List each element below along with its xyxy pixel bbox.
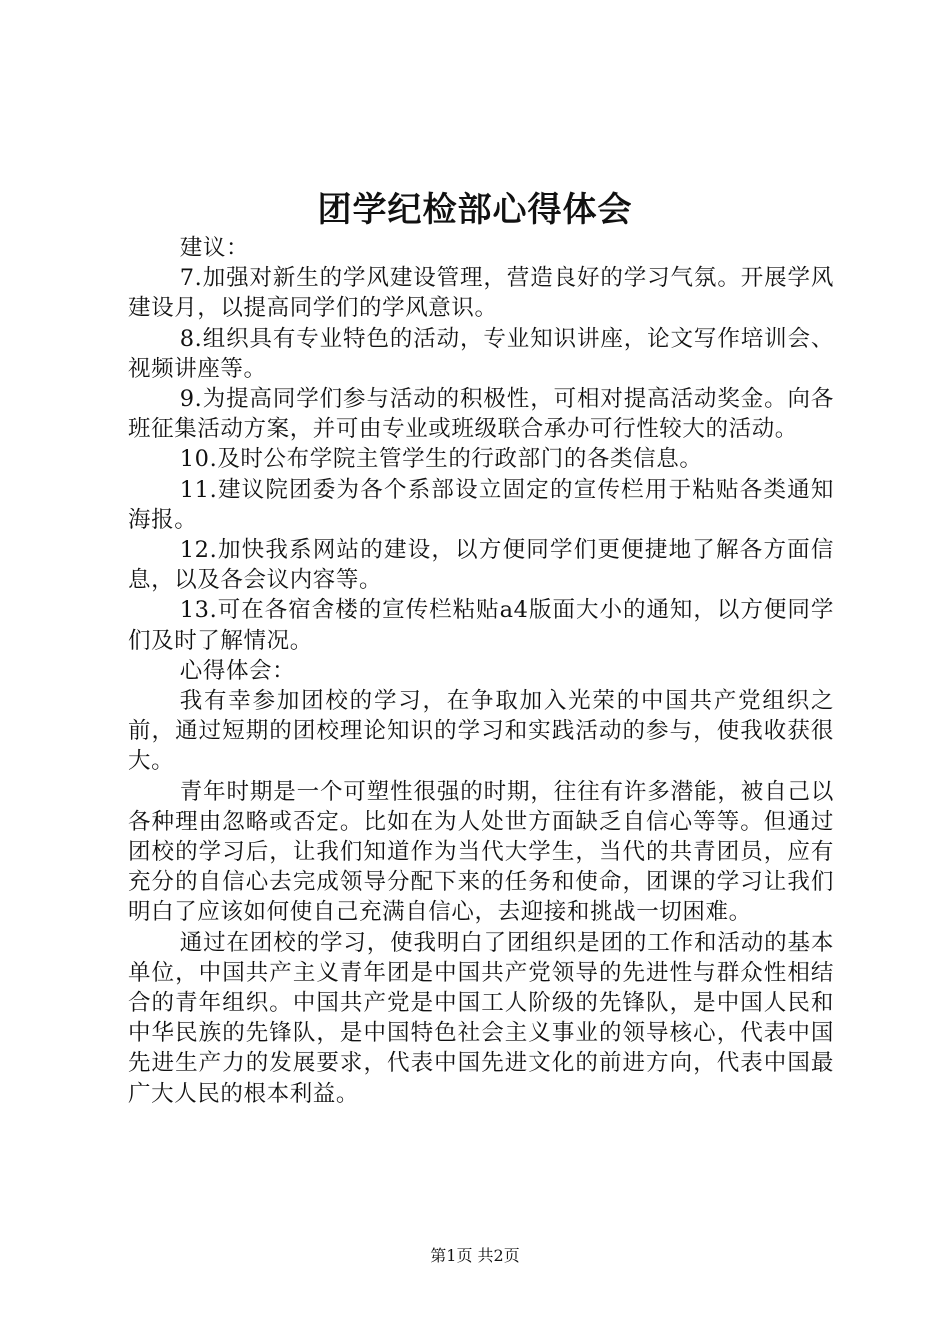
section-heading-reflections: 心得体会： (179, 657, 296, 684)
reflection-paragraph: 我有幸参加团校的学习，在争取加入光荣的中国共产党组织之前，通过短期的团校理论知识的学习和实践活动的参与，使我收获很大。 (128, 688, 834, 775)
suggestion-item-12: 12.加快我系网站的建设，以方便同学们更便捷地了解各方面信息，以及各会议内容等。 (128, 537, 834, 594)
suggestion-item-7: 7.加强对新生的学风建设管理，营造良好的学习气氛。开展学风建设月，以提高同学们的学风意识。 (128, 265, 834, 322)
suggestion-item-10: 10.及时公布学院主管学生的行政部门的各类信息。 (179, 446, 703, 473)
suggestion-item-13: 13.可在各宿舍楼的宣传栏粘贴a4版面大小的通知，以方便同学们及时了解情况。 (128, 597, 834, 654)
suggestion-item-8: 8.组织具有专业特色的活动，专业知识讲座，论文写作培训会、视频讲座等。 (128, 325, 834, 382)
document-body (128, 233, 834, 1109)
suggestion-item-9: 9.为提高同学们参与活动的积极性，可相对提高活动奖金。向各班征集活动方案，并可由专业或班级联合承办可行性较大的活动。 (128, 386, 834, 443)
page-footer: 第1页 共2页 (430, 1246, 520, 1265)
suggestion-item-11: 11.建议院团委为各个系部设立固定的宣传栏用于粘贴各类通知海报。 (128, 476, 834, 533)
reflection-paragraph: 青年时期是一个可塑性很强的时期，往往有许多潜能，被自己以各种理由忽略或否定。比如在为人处世方面缺乏自信心等等。但通过团校的学习后，让我们知道作为当代大学生，当代的共青团员，应有充分的自信心去完成领导分配下来的任务和使命，团课的学习让我们明白了应该如何使自己充满自信心，去迎接和挑战一切困难。 (128, 778, 834, 926)
section-heading-suggestions: 建议： (179, 235, 250, 261)
page-title: 团学纪检部心得体会 (317, 190, 633, 230)
reflection-paragraph: 通过在团校的学习，使我明白了团组织是团的工作和活动的基本单位，中国共产主义青年团是中国共产党领导的先进性与群众性相结合的青年组织。中国共产党是中国工人阶级的先锋队，是中国人民和中华民族的先锋队，是中国特色社会主义事业的领导核心，代表中国先进生产力的发展要求，代表中国先进文化的前进方向，代表中国最广大人民的根本利益。 (128, 929, 834, 1107)
